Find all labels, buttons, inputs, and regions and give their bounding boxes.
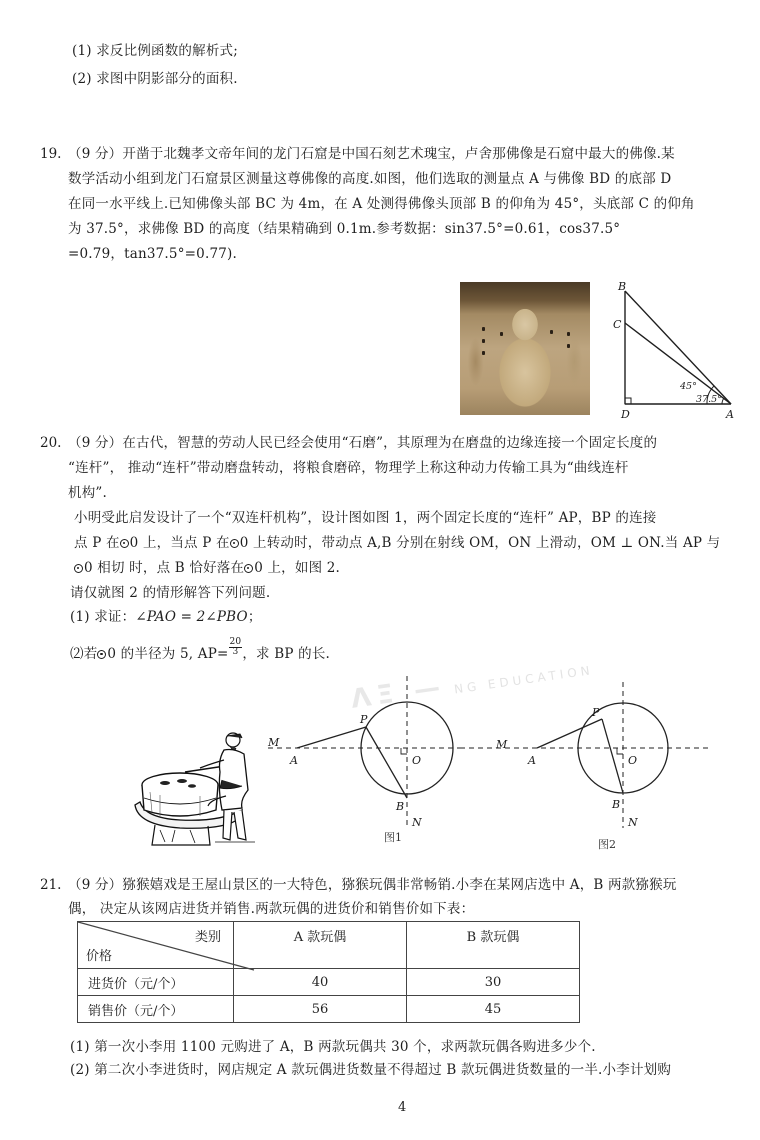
figure-1-diagram <box>260 668 465 843</box>
q19-triangle-diagram <box>610 280 750 424</box>
q20-line-6 <box>74 559 340 577</box>
label-p: P <box>592 706 600 719</box>
label-b: B <box>618 280 627 293</box>
label-a: A <box>528 754 536 767</box>
q20-line-5 <box>74 534 720 552</box>
corner-cell <box>78 922 234 969</box>
q20-line-6-a: 0 相切 时，点 B 恰好落在 <box>84 560 245 576</box>
q19-line-2: 数学活动小组到龙门石窟景区测量这尊佛像的高度.如图，他们选取的测量点 A 与佛像 BD 的底部 D <box>68 171 672 187</box>
price-table <box>77 921 580 1023</box>
q19-line-1: （9 分）开凿于北魏孝文帝年间的龙门石窟是中国石刻艺术瑰宝，卢舍那佛像是石窟中最大的佛像.某 <box>68 146 675 162</box>
q19-line-5: =0.79，tan37.5°=0.77). <box>68 246 237 262</box>
q20-part2 <box>70 637 331 664</box>
watermark-text: NG EDUCATION <box>453 663 595 697</box>
fraction-20-over-3 <box>229 638 243 657</box>
corner-top-label: 类别 <box>194 930 221 945</box>
row-label: 销售价（元/个） <box>78 996 234 1023</box>
label-o: O <box>628 754 638 767</box>
watermark-logo: ΛΞ — <box>349 671 448 715</box>
buddha-photo <box>460 282 590 415</box>
fraction-denominator: 3 <box>232 647 239 657</box>
q21-part2: (2) 第二次小李进货时，网店规定 A 款玩偶进货数量不得超过 B 款玩偶进货数量的一半.小李计划购 <box>70 1062 672 1078</box>
q21-number: 21. <box>40 877 62 893</box>
corner-bottom-label: 价格 <box>86 949 113 964</box>
q20-part2-c: ，求 BP 的长. <box>242 646 331 662</box>
figure-2-caption: 图2 <box>598 838 616 851</box>
label-n: N <box>412 816 422 829</box>
label-c: C <box>613 318 622 331</box>
cell-value: 45 <box>407 996 580 1023</box>
label-b: B <box>612 798 621 811</box>
label-a: A <box>726 408 734 421</box>
q20-part1-math: ∠PAO = 2∠PBO <box>135 609 248 625</box>
fraction-numerator: 20 <box>229 637 242 647</box>
q20-line-7: 请仅就图 2 的情形解答下列问题. <box>70 585 271 601</box>
q21-part1: (1) 第一次小李用 1100 元购进了 A，B 两款玩偶共 30 个，求两款玩偶各购进多少个. <box>70 1039 596 1055</box>
circle-dot-icon <box>244 564 253 573</box>
table-row <box>78 969 580 996</box>
q20-line-2: “连杆”， 推动“连杆”带动磨盘转动，将粮食磨碎，物理学上称这种动力传输工具为“曲线连杆 <box>68 460 629 476</box>
q19-line-3: 在同一水平线上.已知佛像头部 BC 为 4m，在 A 处测得佛像头顶部 B 的仰角为 45°，头底部 C 的仰角 <box>68 196 695 212</box>
segment-ca <box>625 323 731 404</box>
label-m: M <box>268 736 280 749</box>
label-n: N <box>628 816 638 829</box>
figure-1-caption: 图1 <box>384 831 402 844</box>
q21-line-2: 偶， 决定从该网店进货并销售.两款玩偶的进货价和销售价如下表： <box>68 901 475 917</box>
label-b: B <box>396 800 405 813</box>
label-o: O <box>412 754 422 767</box>
label-p: P <box>360 713 368 726</box>
q19-line-4: 为 37.5°，求佛像 BD 的高度（结果精确到 0.1m.参考数据：sin37.5°=0.61，cos37.5° <box>68 221 621 237</box>
column-header-a: A 款玩偶 <box>234 922 407 969</box>
right-angle-mark <box>617 748 623 754</box>
label-d: D <box>621 408 630 421</box>
right-angle-mark <box>625 398 631 404</box>
cell-value: 30 <box>407 969 580 996</box>
angle-arc-37 <box>722 398 724 404</box>
row-label: 进货价（元/个） <box>78 969 234 996</box>
q20-part1 <box>70 608 262 626</box>
angle-label-37-5: 37.5° <box>696 394 722 405</box>
segment-ba <box>625 291 731 404</box>
q20-line-1: （9 分）在古代，智慧的劳动人民已经会使用“石磨”，其原理为在磨盘的边缘连接一个固定长度的 <box>68 435 658 451</box>
q20-number: 20. <box>40 435 62 451</box>
right-angle-mark <box>401 748 407 754</box>
segment-ap <box>537 719 602 748</box>
table-row <box>78 996 580 1023</box>
circle-dot-icon <box>120 539 129 548</box>
segment-bp <box>602 719 623 793</box>
millstone-illustration <box>130 730 260 848</box>
segment-bp <box>366 727 407 798</box>
page-number: 4 <box>398 1100 407 1115</box>
label-a: A <box>290 754 298 767</box>
q20-part2-b: 0 的半径为 5, AP= <box>107 646 229 662</box>
column-header-b: B 款玩偶 <box>407 922 580 969</box>
cell-value: 56 <box>234 996 407 1023</box>
circle-dot-icon <box>74 564 83 573</box>
q20-part1-suffix: ； <box>247 609 262 625</box>
q20-part1-prefix: (1) 求证： <box>70 609 136 625</box>
q20-line-5-b: 0 上，当点 P 在 <box>129 535 230 551</box>
angle-label-45: 45° <box>680 381 697 392</box>
q20-line-5-c: 0 上转动时，带动点 A,B 分别在射线 OM，ON 上滑动，OM ⊥ ON.当 AP 与 <box>239 535 721 551</box>
table-header-row <box>78 922 580 969</box>
q20-line-5-a: 点 P 在 <box>74 535 120 551</box>
q18-part1: (1) 求反比例函数的解析式; <box>72 43 238 59</box>
q19-number: 19. <box>40 146 62 162</box>
q20-line-3: 机构”. <box>68 485 107 501</box>
figure-2-diagram <box>460 668 720 843</box>
segment-ap <box>297 727 366 748</box>
q20-line-4: 小明受此启发设计了一个“双连杆机构”，设计图如图 1，两个固定长度的“连杆” AP，BP 的连接 <box>74 510 657 526</box>
circle-dot-icon <box>230 539 239 548</box>
circle-dot-icon <box>97 650 106 659</box>
q21-line-1: （9 分）猕猴嬉戏是王屋山景区的一大特色，猕猴玩偶非常畅销.小李在某网店选中 A，B 两款猕猴玩 <box>68 877 677 893</box>
q18-part2: (2) 求图中阴影部分的面积. <box>72 71 238 87</box>
q20-line-6-b: 0 上，如图 2. <box>254 560 341 576</box>
q20-part2-a: ⑵若 <box>70 646 98 662</box>
label-m: M <box>496 738 508 751</box>
cell-value: 40 <box>234 969 407 996</box>
